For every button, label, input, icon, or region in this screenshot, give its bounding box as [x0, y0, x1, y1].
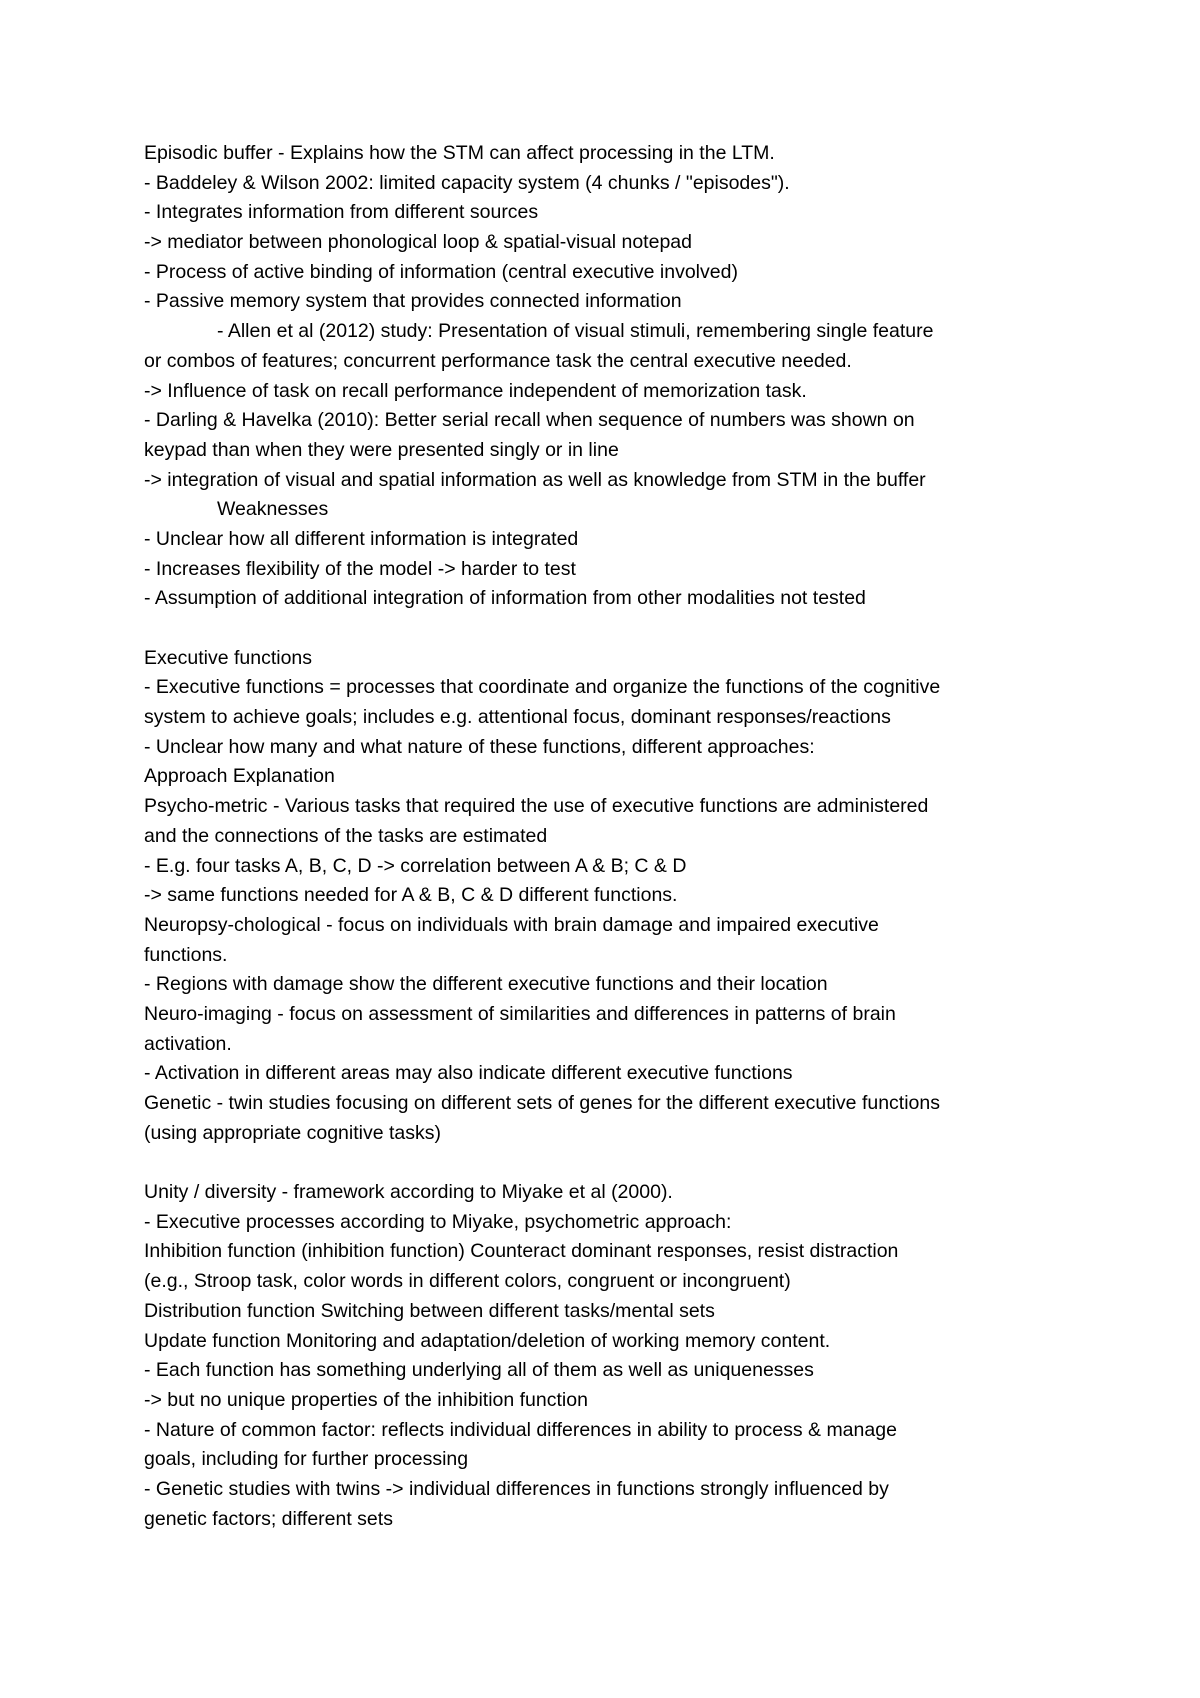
- text-line: keypad than when they were presented singly or in line: [144, 438, 619, 461]
- text-line: Psycho-metric - Various tasks that required the use of executive functions are administered: [144, 795, 929, 818]
- text-line: Distribution function Switching between different tasks/mental sets: [144, 1299, 715, 1322]
- text-line: - Each function has something underlying all of them as well as uniquenesses: [144, 1359, 814, 1382]
- paragraph-spacer: [144, 1148, 1084, 1178]
- text-line: - Process of active binding of information (central executive involved): [144, 260, 738, 283]
- text-line: (e.g., Stroop task, color words in different colors, congruent or incongruent): [144, 1270, 791, 1293]
- text-line: - Passive memory system that provides connected information: [144, 290, 682, 313]
- text-line: and the connections of the tasks are estimated: [144, 824, 548, 847]
- text-line: - E.g. four tasks A, B, C, D -> correlation between A & B; C & D: [144, 854, 687, 877]
- text-line: -> Influence of task on recall performance independent of memorization task.: [144, 379, 807, 402]
- text-line: - Activation in different areas may also indicate different executive functions: [144, 1062, 793, 1085]
- text-line: activation.: [144, 1032, 232, 1055]
- document-body: [144, 139, 1084, 1534]
- text-line: -> same functions needed for A & B, C & D different functions.: [144, 884, 678, 907]
- text-line: Update function Monitoring and adaptation/deletion of working memory content.: [144, 1329, 831, 1352]
- text-line: system to achieve goals; includes e.g. attentional focus, dominant responses/reactions: [144, 706, 891, 729]
- text-line: genetic factors; different sets: [144, 1507, 393, 1530]
- text-line: - Regions with damage show the different executive functions and their location: [144, 973, 828, 996]
- text-line: or combos of features; concurrent performance task the central executive needed.: [144, 349, 852, 372]
- text-line: -> integration of visual and spatial information as well as knowledge from STM in the buffer: [144, 468, 926, 491]
- text-line: - Executive functions = processes that coordinate and organize the functions of the cognitive: [144, 676, 941, 699]
- text-line: - Increases flexibility of the model -> harder to test: [144, 557, 576, 580]
- text-line: - Darling & Havelka (2010): Better serial recall when sequence of numbers was shown on: [144, 409, 915, 432]
- text-line-indented: - Allen et al (2012) study: Presentation of visual stimuli, remembering single feature: [217, 320, 934, 343]
- text-line: - Assumption of additional integration of information from other modalities not tested: [144, 587, 866, 610]
- section-heading: Unity / diversity - framework according to Miyake et al (2000).: [144, 1181, 673, 1204]
- text-line: - Baddeley & Wilson 2002: limited capacity system (4 chunks / "episodes").: [144, 171, 790, 194]
- section-heading: Executive functions: [144, 646, 313, 669]
- text-line: Neuropsy-chological - focus on individuals with brain damage and impaired executive: [144, 913, 879, 936]
- section-heading: Episodic buffer - Explains how the STM can affect processing in the LTM.: [144, 142, 775, 164]
- text-line: - Unclear how all different information is integrated: [144, 527, 579, 550]
- text-line: - Unclear how many and what nature of these functions, different approaches:: [144, 735, 815, 758]
- text-line: - Executive processes according to Miyake, psychometric approach:: [144, 1210, 732, 1233]
- text-line: -> mediator between phonological loop & spatial-visual notepad: [144, 231, 692, 254]
- text-line: Genetic - twin studies focusing on different sets of genes for the different executive functions: [144, 1092, 940, 1114]
- text-line: goals, including for further processing: [144, 1448, 469, 1471]
- subheading-weaknesses: Weaknesses: [217, 498, 329, 521]
- text-line: - Nature of common factor: reflects individual differences in ability to process & manage: [144, 1418, 897, 1441]
- text-line: functions.: [144, 943, 228, 966]
- text-line: (using appropriate cognitive tasks): [144, 1121, 441, 1144]
- section-unity-diversity: [144, 1178, 1084, 1534]
- paragraph-spacer: [144, 614, 1084, 644]
- text-line: Inhibition function (inhibition function) Counteract dominant responses, resist distraction: [144, 1240, 899, 1263]
- text-line: Approach Explanation: [144, 765, 335, 788]
- text-line: Neuro-imaging - focus on assessment of similarities and differences in patterns of brain: [144, 1002, 896, 1025]
- text-line: -> but no unique properties of the inhibition function: [144, 1388, 588, 1411]
- text-line: - Integrates information from different sources: [144, 201, 539, 224]
- text-line: - Genetic studies with twins -> individual differences in functions strongly influenced by: [144, 1477, 889, 1500]
- section-executive-functions: [144, 644, 1084, 1149]
- section-episodic-buffer: [144, 139, 1084, 614]
